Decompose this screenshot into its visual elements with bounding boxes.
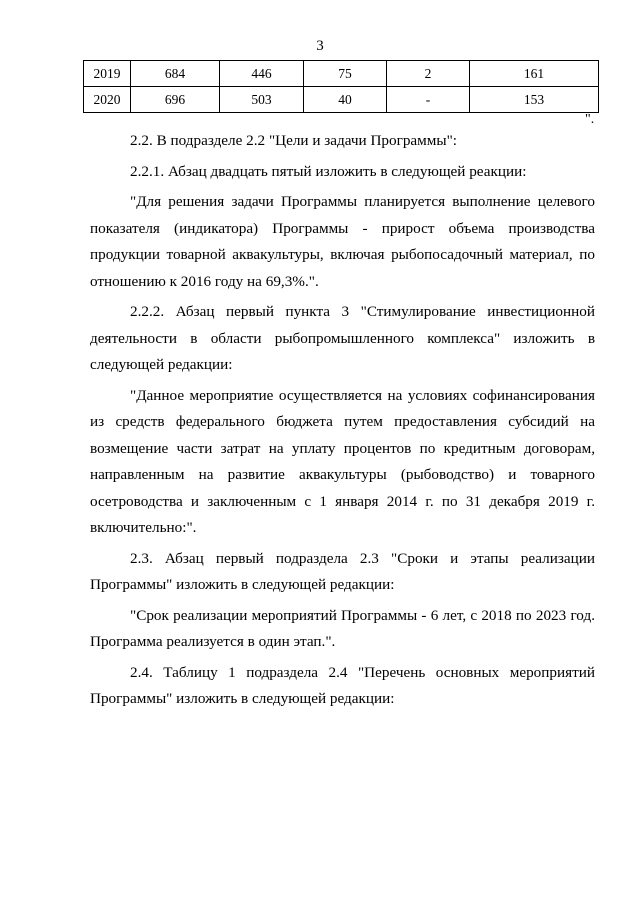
table-cell: 696: [131, 87, 220, 113]
document-body: [90, 128, 595, 713]
paragraph: 2.3. Абзац первый подраздела 2.3 "Сроки и этапы реализации Программы" изложить в следующей редакции:: [90, 549, 595, 593]
paragraph: 2.2.2. Абзац первый пункта 3 "Стимулирование инвестиционной деятельности в области рыбопромышленного комплекса" изложить в следующей редакции:: [90, 303, 595, 373]
table-cell-year: 2020: [84, 87, 131, 113]
continued-data-table: [83, 60, 599, 113]
paragraph: 2.4. Таблицу 1 подраздела 2.4 "Перечень основных мероприятий Программы" изложить в следующей редакции:: [90, 663, 595, 707]
table-row: [84, 87, 599, 113]
quoted-paragraph: "Данное мероприятие осуществляется на условиях софинансирования из средств федерального бюджета путем предоставления субсидий на возмещение части затрат на уплату процентов по кредитным договорам, направленным на развитие аквакультуры (рыбоводство) и товарного осетроводства и заключенным с 1 января 2014 г. по 31 декабря 2019 г. включительно:".: [90, 386, 595, 536]
paragraph: 2.2.1. Абзац двадцать пятый изложить в следующей реакции:: [130, 162, 527, 180]
table-closing-mark: ".: [585, 112, 595, 127]
table-cell: 446: [220, 61, 304, 87]
table-row: [84, 61, 599, 87]
page-number: 3: [316, 38, 324, 54]
table-cell: 40: [304, 87, 387, 113]
table-cell: 503: [220, 87, 304, 113]
table-cell: 153: [470, 87, 599, 113]
table-cell-year: 2019: [84, 61, 131, 87]
table-cell: 161: [470, 61, 599, 87]
section-heading: 2.2. В подразделе 2.2 "Цели и задачи Программы":: [130, 132, 458, 149]
table-cell: -: [387, 87, 470, 113]
quoted-paragraph: "Срок реализации мероприятий Программы - 6 лет, с 2018 по 2023 год. Программа реализуется в один этап.".: [90, 606, 595, 650]
table-cell: 2: [387, 61, 470, 87]
quoted-paragraph: "Для решения задачи Программы планируется выполнение целевого показателя (индикатора) Программы - прирост объема производства продукции товарной аквакультуры, включая рыбопосадочный материал, по отношению к 2016 году на 69,3%.".: [90, 193, 595, 290]
table-cell: 684: [131, 61, 220, 87]
table-cell: 75: [304, 61, 387, 87]
